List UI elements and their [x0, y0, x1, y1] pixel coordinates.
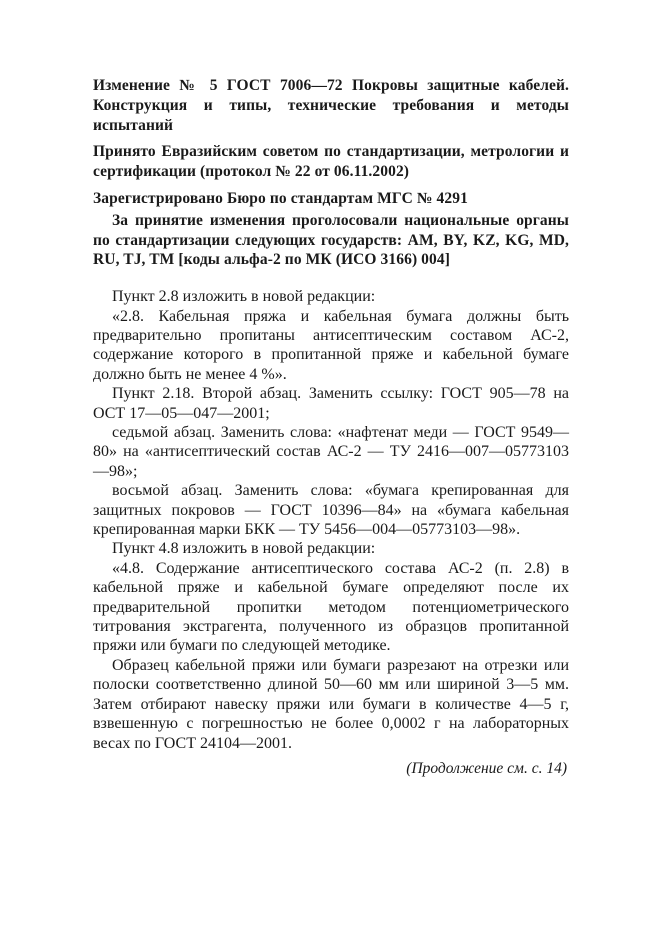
amendment-title: Изменение № 5 ГОСТ 7006—72 Покровы защитные кабелей. Конструкция и типы, технические требования и методы испытаний — [93, 77, 569, 134]
body-paragraph: седьмой абзац. Заменить слова: «нафтенат меди — ГОСТ 9549—80» на «антисептический состав АС-2 — ТУ 2416—007—05773103—98»; — [93, 424, 569, 480]
registration-statement: Зарегистрировано Бюро по стандартам МГС № 4291 — [93, 189, 468, 207]
body-paragraph: Образец кабельной пряжи или бумаги разрезают на отрезки или полоски соответственно длиной 50—60 мм или шириной 3—5 мм. Затем отбирают навеску пряжи или бумаги в количестве 4—5 г, взвешенную с погрешностью не более 0,0002 г на лабораторных весах по ГОСТ 24104—2001. — [93, 656, 569, 752]
amendment-body — [93, 287, 569, 753]
body-paragraph: восьмой абзац. Заменить слова: «бумага крепированная для защитных покровов — ГОСТ 10396—84» на «бумага кабельная крепированная марки БКК — ТУ 5456—004—05773103—98». — [93, 482, 569, 539]
body-paragraph: Пункт 2.18. Второй абзац. Заменить ссылку: ГОСТ 905—78 на ОСТ 17—05—047—2001; — [93, 385, 569, 422]
body-paragraph: Пункт 4.8 изложить в новой редакции: — [112, 540, 376, 558]
voting-statement: За принятие изменения проголосовали национальные органы по стандартизации следующих государств: AM, BY, KZ, KG, MD, RU, TJ, TM [коды альфа-2 по МК (ИСО 3166) 004] — [93, 211, 569, 269]
body-paragraph: «2.8. Кабельная пряжа и кабельная бумага должны быть предварительно пропитаны антисептическим составом АС-2, содержание которого в пропитанной пряже и кабельной бумаге должно быть не менее 4 %». — [93, 307, 569, 383]
body-paragraph: «4.8. Содержание антисептического состава АС-2 (п. 2.8) в кабельной пряже и кабельной бумаге определяют после их предварительной пропитки методом потенциометрического титрования экстрагента, полученного из образцов пропитанной пряжи или бумаги по следующей методике. — [93, 559, 569, 655]
adoption-statement: Принято Евразийским советом по стандартизации, метрологии и сертификации (протокол № 22 от 06.11.2002) — [93, 143, 569, 181]
text-block — [93, 76, 569, 778]
body-paragraph: Пункт 2.8 изложить в новой редакции: — [112, 288, 376, 306]
continuation-note: (Продолжение см. с. 14) — [406, 759, 567, 777]
